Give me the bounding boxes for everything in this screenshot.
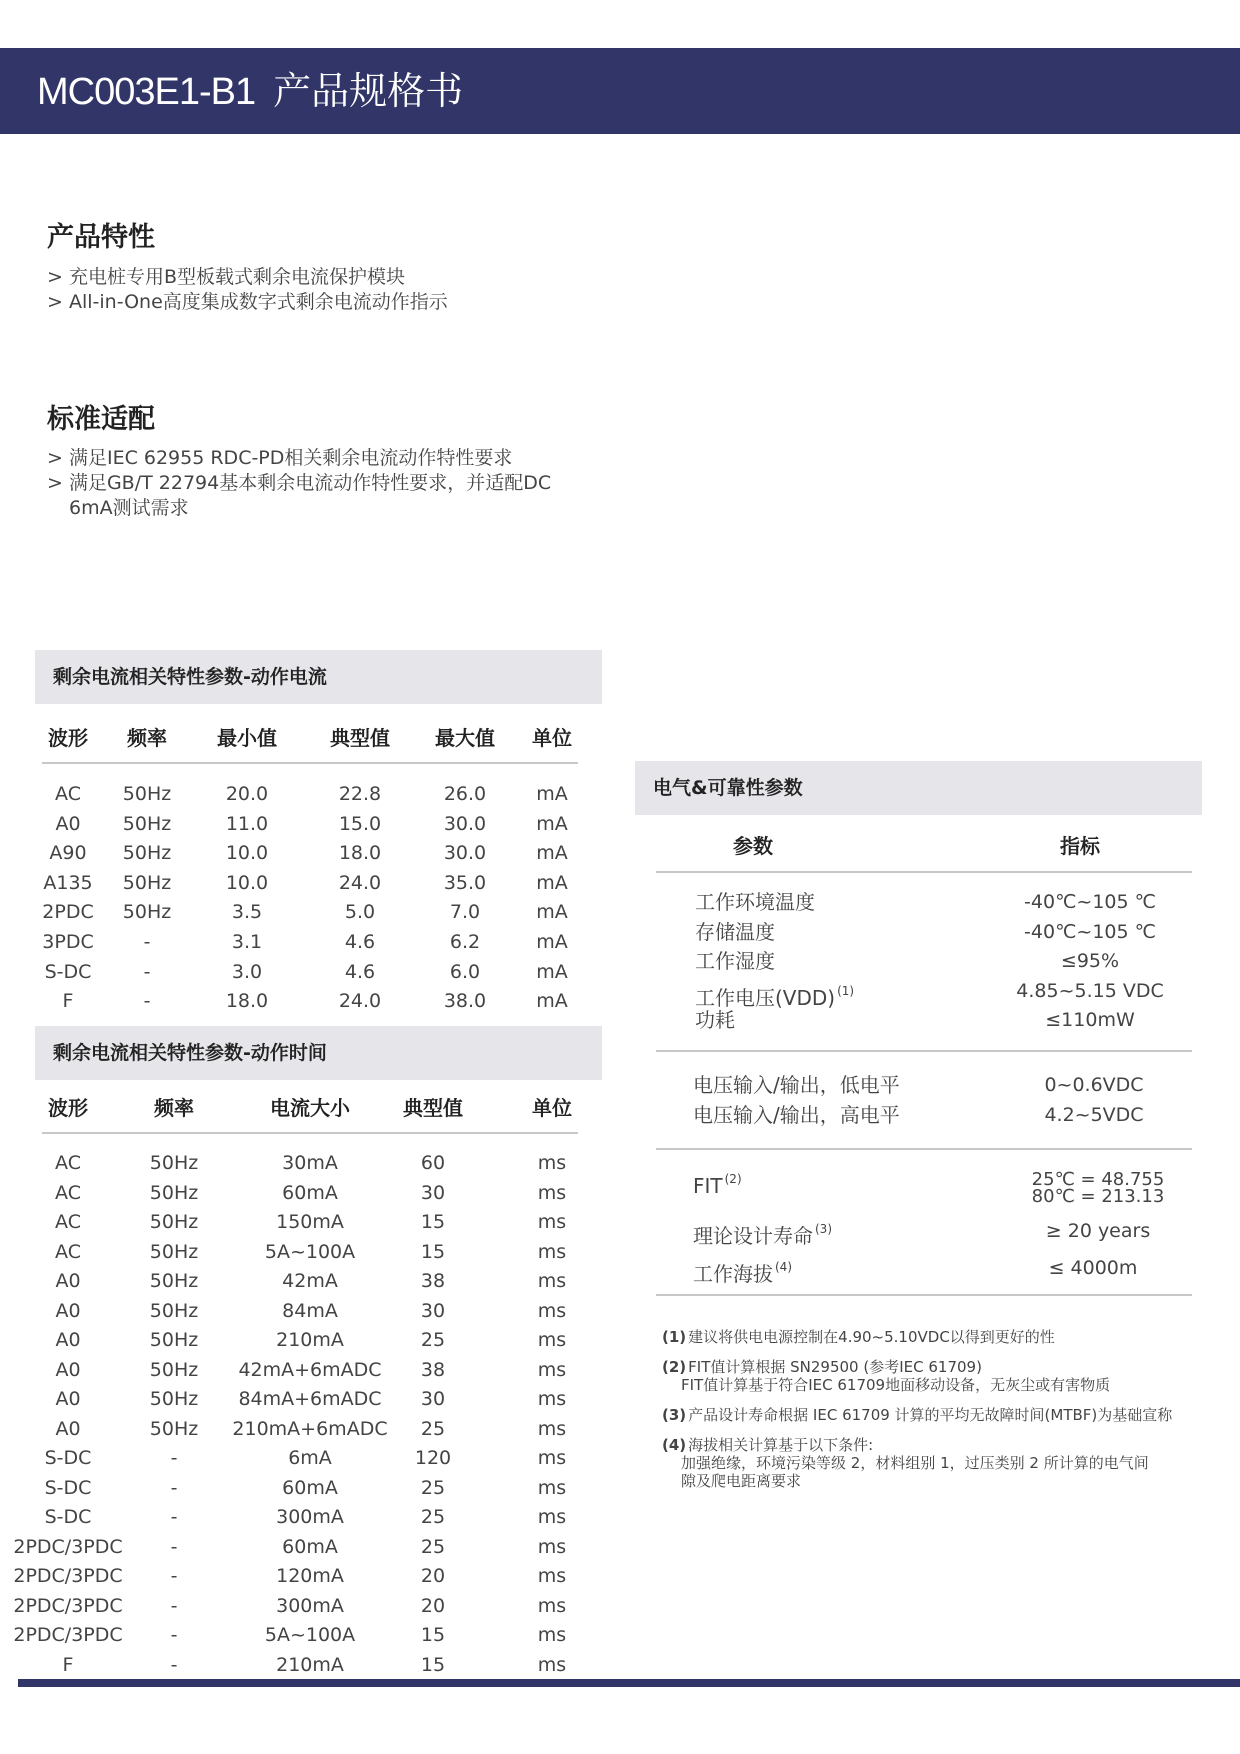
table-cell: 22.8 (338, 783, 382, 805)
table-cell: 50Hz (149, 1417, 199, 1440)
param-cell: 工作电压(VDD) $^{(1)}$ (695, 983, 855, 1010)
param-cell: 存储温度 (695, 919, 775, 944)
trip-current-title: 剩余电流相关特性参数-动作电流 (53, 666, 327, 688)
header-cell: 单位 (532, 1096, 572, 1120)
page-title (37, 68, 463, 115)
table-cell: 42mA (282, 1270, 338, 1292)
table-cell: 24.0 (338, 871, 382, 894)
table-cell: 3.5 (231, 901, 263, 924)
table-cell: ms (537, 1329, 567, 1351)
table-cell: 25 (420, 1417, 446, 1440)
table-cell: ms (537, 1181, 567, 1204)
table-cell: 50Hz (149, 1240, 199, 1263)
table-rule (656, 1294, 1192, 1296)
footnote-label: (2) (662, 1358, 687, 1376)
table-cell: ms (537, 1388, 567, 1410)
table-cell: - (170, 1476, 178, 1499)
table-cell: A0 (55, 1358, 81, 1381)
table-cell: - (170, 1535, 178, 1558)
table-cell: 50Hz (149, 1152, 199, 1174)
table-cell: 11.0 (225, 812, 269, 835)
standard-item-continuation: 6mA测试需求 (69, 497, 189, 519)
footnote-ref: (4) (775, 1260, 792, 1274)
electrical-title-bar (635, 761, 1202, 815)
table-cell: 4.6 (344, 960, 376, 983)
table-cell: - (143, 990, 151, 1013)
header-cell: 指标 (1060, 834, 1100, 858)
table-cell: 210mA+6mADC (232, 1417, 388, 1440)
table-cell: F (62, 1653, 74, 1676)
features-title: 产品特性 (47, 222, 155, 253)
footnote-ref: (3) (815, 1222, 832, 1236)
table-cell: AC (55, 783, 81, 805)
table-cell: ms (537, 1476, 567, 1499)
trip-time-title-bar (35, 1026, 602, 1080)
footnote-ref: (1) (837, 983, 855, 998)
table-cell: 5A~100A (264, 1624, 356, 1646)
features-list (47, 265, 448, 315)
table-cell: ms (537, 1653, 567, 1676)
param-cell: 功耗 (695, 1008, 735, 1033)
table-cell: ms (537, 1417, 567, 1440)
footnote (662, 1406, 1202, 1424)
table-cell: 18.0 (225, 990, 269, 1013)
footnote-line: 隙及爬电距离要求 (681, 1472, 802, 1490)
value-cell: ≤110mW (1045, 1009, 1135, 1032)
table-cell: mA (536, 812, 568, 835)
table-cell: 50Hz (149, 1358, 199, 1381)
fit-value-25c: 25℃ = 48.755 (1031, 1169, 1165, 1190)
table-cell: 5.0 (344, 901, 376, 924)
param-cell: 工作湿度 (695, 949, 775, 974)
table-cell: 35.0 (443, 871, 487, 894)
table-cell: 210mA (276, 1653, 344, 1676)
value-cell: -40℃~105 ℃ (1024, 891, 1156, 913)
standard-item: > 满足GB/T 22794基本剩余电流动作特性要求，并适配DC (47, 472, 552, 494)
table-cell: ms (537, 1565, 567, 1587)
param-cell: 电压输入/输出，低电平 (693, 1073, 900, 1097)
table-cell: ms (537, 1211, 567, 1233)
table-cell: 15 (420, 1624, 446, 1646)
header-cell: 单位 (532, 726, 572, 750)
table-cell: ms (537, 1535, 567, 1558)
table-cell: A0 (55, 1270, 81, 1292)
param-cell: 电压输入/输出，高电平 (693, 1102, 900, 1127)
table-cell: 50Hz (122, 871, 172, 894)
table-cell: A90 (49, 842, 87, 865)
footnotes (662, 1328, 1202, 1502)
electrical-title: 电气&可靠性参数 (653, 777, 803, 799)
table-cell: A0 (55, 1299, 81, 1322)
table-cell: 2PDC/3PDC (13, 1565, 123, 1587)
table-cell: 50Hz (122, 812, 172, 835)
table-cell: 60 (420, 1152, 446, 1174)
table-cell: ms (537, 1299, 567, 1322)
table-cell: 50Hz (122, 842, 172, 865)
doc-title: 产品规格书 (273, 69, 464, 113)
table-cell: 300mA (276, 1594, 344, 1617)
footnote-line: 加强绝缘，环境污染等级 2，材料组别 1，过压类别 2 所计算的电气间 (681, 1454, 1149, 1472)
table-cell: 30 (420, 1388, 446, 1410)
table-cell: 3.0 (231, 960, 263, 983)
table-cell: 300mA (276, 1506, 344, 1528)
table-cell: 42mA+6mADC (238, 1358, 382, 1381)
table-cell: S-DC (44, 1506, 92, 1528)
header-cell: 参数 (733, 834, 773, 858)
table-cell: ms (537, 1447, 567, 1469)
footnote-line: (4) 海拔相关计算基于以下条件: (662, 1436, 874, 1454)
value-altitude: ≤ 4000m (1048, 1257, 1138, 1279)
model-number: MC003E1-B1 (37, 71, 256, 113)
footer-line (18, 1679, 1240, 1687)
table-cell: A0 (55, 1329, 81, 1351)
table-cell: - (170, 1565, 178, 1587)
table-cell: 50Hz (122, 901, 172, 924)
value-cell: -40℃~105 ℃ (1024, 920, 1156, 943)
header-cell: 频率 (127, 726, 167, 750)
table-cell: mA (536, 960, 568, 983)
table-cell: ms (537, 1270, 567, 1292)
header-cell: 波形 (48, 1096, 88, 1120)
table-rule (656, 871, 1192, 873)
table-cell: 25 (420, 1506, 446, 1528)
table-cell: A0 (55, 1417, 81, 1440)
footnote-line: (3) 产品设计寿命根据 IEC 61709 计算的平均无故障时间(MTBF)为基础宣称 (662, 1406, 1173, 1424)
footnote-label: (4) (662, 1436, 687, 1454)
table-rule (656, 1148, 1192, 1150)
footnote-line: FIT值计算基于符合IEC 61709地面移动设备，无灰尘或有害物质 (681, 1376, 1111, 1394)
table-rule (42, 762, 578, 764)
table-cell: 18.0 (338, 842, 382, 865)
table-cell: - (170, 1447, 178, 1469)
table-rule (42, 1132, 578, 1134)
param-fit: FIT $^{(2)}$ (693, 1172, 742, 1198)
table-cell: mA (536, 901, 568, 924)
table-cell: - (170, 1624, 178, 1646)
table-cell: F (62, 990, 74, 1013)
footnote (662, 1436, 1202, 1490)
table-cell: 84mA (282, 1299, 338, 1322)
value-cell: 4.2~5VDC (1044, 1103, 1144, 1126)
table-cell: 120 (414, 1447, 452, 1469)
table-cell: mA (536, 990, 568, 1013)
table-cell: 2PDC (42, 901, 94, 924)
header-cell: 典型值 (330, 726, 390, 750)
footnote-ref: (2) (724, 1172, 742, 1186)
value-life: ≥ 20 years (1045, 1220, 1151, 1242)
table-cell: 20 (420, 1565, 446, 1587)
table-cell: 10.0 (225, 842, 269, 865)
table-cell: 15 (420, 1240, 446, 1263)
value-cell: 0~0.6VDC (1044, 1074, 1144, 1096)
header-cell: 最大值 (435, 726, 495, 750)
table-cell: mA (536, 931, 568, 953)
table-cell: 2PDC/3PDC (13, 1594, 123, 1617)
table-cell: AC (55, 1181, 81, 1204)
value-cell: 4.85~5.15 VDC (1016, 979, 1164, 1002)
table-cell: - (170, 1653, 178, 1676)
table-cell: 30mA (282, 1152, 338, 1174)
table-cell: mA (536, 842, 568, 865)
standard-item: > 满足IEC 62955 RDC-PD相关剩余电流动作特性要求 (47, 447, 513, 469)
table-cell: mA (536, 783, 568, 805)
table-cell: ms (537, 1594, 567, 1617)
table-cell: 6mA (288, 1447, 332, 1469)
table-cell: 3.1 (231, 931, 263, 953)
table-cell: 6.0 (449, 960, 481, 983)
table-cell: 15 (420, 1653, 446, 1676)
table-cell: 50Hz (149, 1329, 199, 1351)
table-cell: - (170, 1594, 178, 1617)
table-cell: AC (55, 1211, 81, 1233)
param-cell: 工作环境温度 (695, 890, 815, 914)
table-cell: 60mA (282, 1535, 338, 1558)
table-cell: AC (55, 1240, 81, 1263)
table-cell: 20 (420, 1594, 446, 1617)
feature-item: > All-in-One高度集成数字式剩余电流动作指示 (47, 291, 448, 313)
table-cell: - (143, 931, 151, 953)
footnote-line: (2) FIT值计算根据 SN29500 (参考IEC 61709) (662, 1358, 982, 1376)
table-cell: 50Hz (149, 1299, 199, 1322)
table-cell: AC (55, 1152, 81, 1174)
header-cell: 最小值 (217, 726, 277, 750)
footnote-line: (1) 建议将供电电源控制在4.90~5.10VDC以得到更好的性 (662, 1328, 1055, 1346)
table-cell: 5A~100A (264, 1240, 356, 1263)
feature-item: > 充电桩专用B型板载式剩余电流保护模块 (47, 266, 405, 288)
table-cell: ms (537, 1240, 567, 1263)
table-cell: 15 (420, 1211, 446, 1233)
table-cell: ms (537, 1152, 567, 1174)
table-cell: 60mA (282, 1181, 338, 1204)
header-cell: 电流大小 (270, 1096, 350, 1120)
table-cell: 20.0 (225, 783, 269, 805)
trip-current-title-bar (35, 650, 602, 704)
table-cell: 4.6 (344, 931, 376, 953)
header-cell: 频率 (154, 1096, 194, 1120)
table-cell: 150mA (276, 1211, 344, 1233)
table-cell: - (170, 1506, 178, 1528)
table-cell: 30 (420, 1181, 446, 1204)
table-cell: 50Hz (149, 1388, 199, 1410)
table-cell: 2PDC/3PDC (13, 1535, 123, 1558)
table-cell: 38.0 (443, 990, 487, 1013)
page-header (0, 48, 1240, 134)
standards-list (47, 446, 551, 521)
table-cell: 25 (420, 1329, 446, 1351)
footnote-label: (1) (662, 1328, 687, 1346)
table-cell: - (143, 960, 151, 983)
value-cell: ≤95% (1060, 950, 1120, 973)
table-cell: 30.0 (443, 812, 487, 835)
fit-value-80c: 80℃ = 213.13 (1031, 1186, 1165, 1207)
table-cell: ms (537, 1624, 567, 1646)
table-cell: A135 (43, 871, 93, 894)
header-cell: 典型值 (403, 1096, 463, 1120)
table-cell: 210mA (276, 1329, 344, 1351)
table-cell: A0 (55, 1388, 81, 1410)
table-cell: S-DC (44, 1447, 92, 1469)
trip-time-title: 剩余电流相关特性参数-动作时间 (53, 1042, 327, 1064)
table-cell: 2PDC/3PDC (13, 1624, 123, 1646)
table-cell: 38 (420, 1358, 446, 1381)
table-cell: 6.2 (449, 931, 481, 953)
table-cell: ms (537, 1506, 567, 1528)
table-cell: S-DC (44, 960, 92, 983)
table-cell: 84mA+6mADC (238, 1388, 382, 1410)
table-cell: 38 (420, 1270, 446, 1292)
table-cell: 15.0 (338, 812, 382, 835)
table-cell: mA (536, 871, 568, 894)
footnote-label: (3) (662, 1406, 687, 1424)
footnote (662, 1328, 1202, 1346)
table-cell: S-DC (44, 1476, 92, 1499)
table-cell: 30.0 (443, 842, 487, 865)
table-cell: 25 (420, 1476, 446, 1499)
footnote (662, 1358, 1202, 1394)
table-cell: A0 (55, 812, 81, 835)
table-cell: 24.0 (338, 990, 382, 1013)
header-cell: 波形 (48, 726, 88, 750)
table-cell: 50Hz (149, 1181, 199, 1204)
table-rule (656, 1050, 1192, 1052)
table-cell: ms (537, 1358, 567, 1381)
table-cell: 60mA (282, 1476, 338, 1499)
table-cell: 10.0 (225, 871, 269, 894)
table-cell: 25 (420, 1535, 446, 1558)
table-cell: 26.0 (443, 783, 487, 805)
param-life: 理论设计寿命 $^{(3)}$ (693, 1222, 832, 1248)
table-cell: 50Hz (122, 783, 172, 805)
standards-title: 标准适配 (47, 404, 155, 435)
table-cell: 7.0 (449, 901, 481, 924)
table-cell: 50Hz (149, 1211, 199, 1233)
table-cell: 120mA (276, 1565, 344, 1587)
table-cell: 50Hz (149, 1270, 199, 1292)
table-cell: 30 (420, 1299, 446, 1322)
param-altitude: 工作海拔 $^{(4)}$ (693, 1260, 792, 1286)
value-fit (1032, 1171, 1165, 1205)
table-cell: 3PDC (42, 931, 94, 953)
